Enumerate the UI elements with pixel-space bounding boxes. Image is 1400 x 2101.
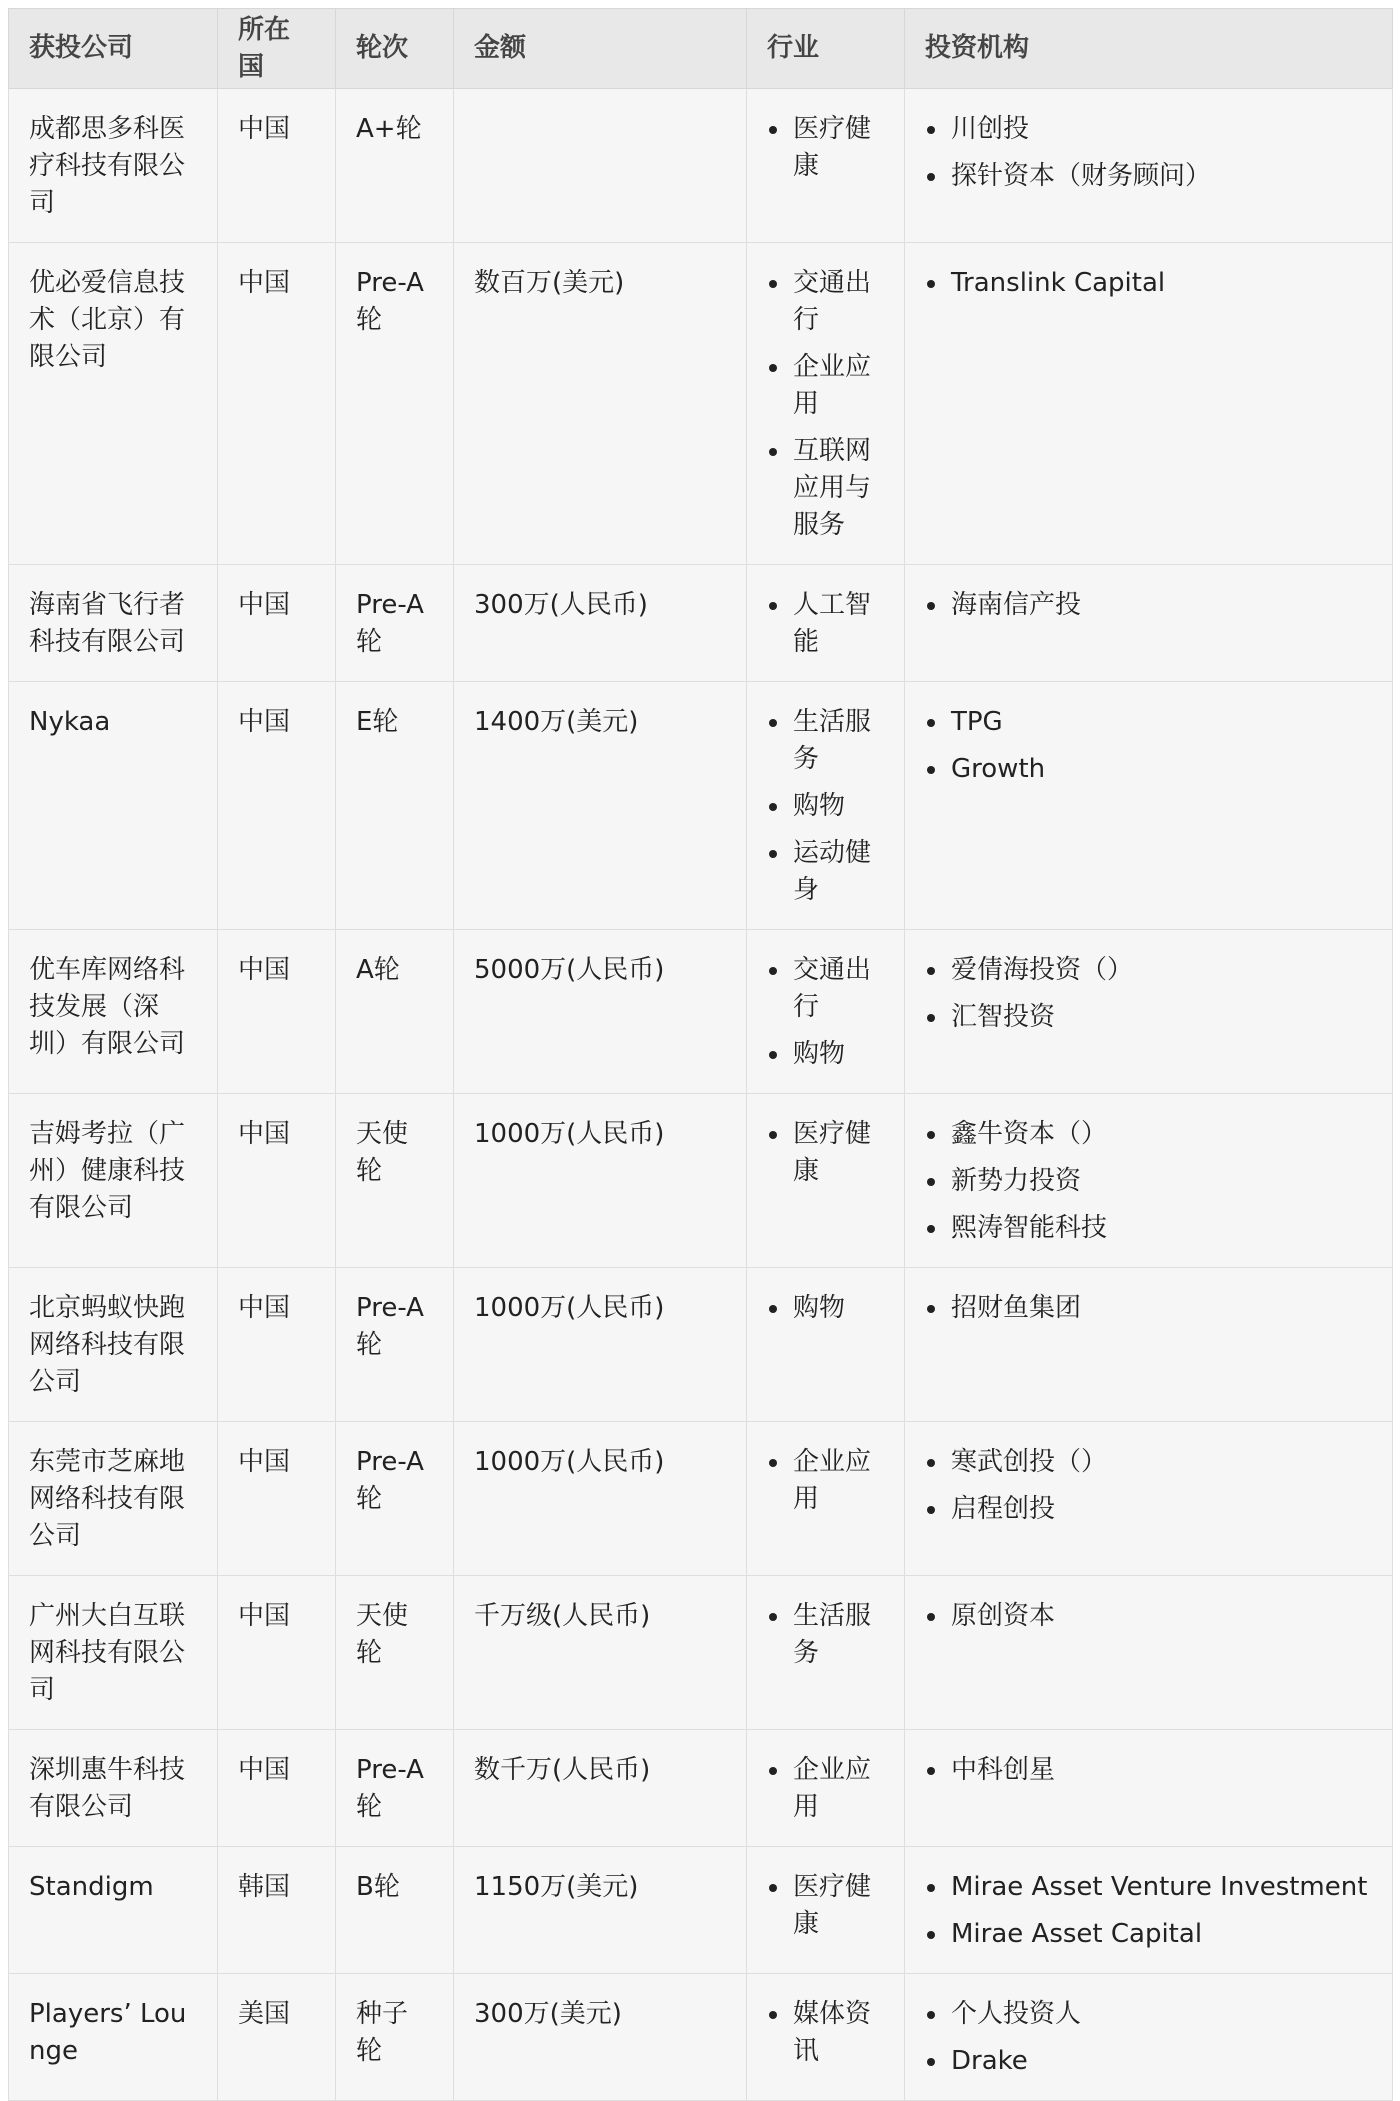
industry-list [767, 1996, 884, 2070]
investor-item: 原创资本 [925, 1598, 1372, 1635]
industry-list [767, 1444, 884, 1518]
company-cell: Standigm [9, 1847, 218, 1974]
industry-cell [747, 1576, 905, 1730]
industry-list [767, 704, 884, 909]
investor-list [925, 265, 1372, 302]
industry-list [767, 1116, 884, 1190]
header-company: 获投公司 [9, 9, 218, 89]
industry-list [767, 1290, 884, 1327]
investor-item: 中科创星 [925, 1752, 1372, 1789]
amount-cell: 5000万(人民币) [454, 930, 747, 1094]
investor-item: 新势力投资 [925, 1163, 1372, 1200]
industry-item: 生活服务 [767, 704, 884, 778]
industry-list [767, 952, 884, 1073]
header-industry: 行业 [747, 9, 905, 89]
investor-item: 探针资本（财务顾问） [925, 158, 1372, 195]
amount-cell: 1000万(人民币) [454, 1094, 747, 1268]
amount-cell: 1400万(美元) [454, 682, 747, 930]
round-cell: B轮 [336, 1847, 454, 1974]
industry-item: 企业应用 [767, 1444, 884, 1518]
investor-list [925, 1290, 1372, 1327]
table-row [9, 930, 1393, 1094]
industry-item: 医疗健康 [767, 1869, 884, 1943]
investor-item: 爱倩海投资（） [925, 952, 1372, 989]
country-cell: 中国 [218, 1576, 336, 1730]
industry-item: 购物 [767, 1036, 884, 1073]
investor-list [925, 1444, 1372, 1528]
investors-cell [905, 930, 1393, 1094]
investor-item: 鑫牛资本（） [925, 1116, 1372, 1153]
industry-item: 媒体资讯 [767, 1996, 884, 2070]
table-row [9, 89, 1393, 243]
investors-cell [905, 1094, 1393, 1268]
investor-list [925, 1996, 1372, 2080]
investor-list [925, 587, 1372, 624]
investor-item: 个人投资人 [925, 1996, 1372, 2033]
table-row [9, 1730, 1393, 1847]
table-row [9, 565, 1393, 682]
investor-list [925, 1752, 1372, 1789]
round-cell: Pre-A轮 [336, 1422, 454, 1576]
header-amount: 金额 [454, 9, 747, 89]
investors-cell [905, 1974, 1393, 2101]
industry-item: 交通出行 [767, 265, 884, 339]
round-cell: A轮 [336, 930, 454, 1094]
country-cell: 韩国 [218, 1847, 336, 1974]
industry-list [767, 111, 884, 185]
company-cell: Players’ Lounge [9, 1974, 218, 2101]
investor-list [925, 1116, 1372, 1247]
investors-cell [905, 243, 1393, 565]
industry-item: 购物 [767, 1290, 884, 1327]
investors-cell [905, 89, 1393, 243]
industry-cell [747, 1847, 905, 1974]
investors-cell [905, 1730, 1393, 1847]
investor-item: 寒武创投（） [925, 1444, 1372, 1481]
country-cell: 中国 [218, 930, 336, 1094]
table-body [9, 89, 1393, 2101]
company-cell: 优车库网络科技发展（深圳）有限公司 [9, 930, 218, 1094]
company-cell: 成都思多科医疗科技有限公司 [9, 89, 218, 243]
round-cell: Pre-A轮 [336, 243, 454, 565]
industry-cell [747, 243, 905, 565]
company-cell: 海南省飞行者科技有限公司 [9, 565, 218, 682]
investors-cell [905, 1576, 1393, 1730]
industry-cell [747, 1974, 905, 2101]
investor-item: Growth [925, 751, 1372, 788]
company-cell: 吉姆考拉（广州）健康科技有限公司 [9, 1094, 218, 1268]
amount-cell: 1150万(美元) [454, 1847, 747, 1974]
industry-item: 企业应用 [767, 1752, 884, 1826]
investor-item: 熙涛智能科技 [925, 1210, 1372, 1247]
industry-list [767, 1869, 884, 1943]
country-cell: 中国 [218, 682, 336, 930]
table-row [9, 1974, 1393, 2101]
table-row [9, 1576, 1393, 1730]
country-cell: 中国 [218, 1268, 336, 1422]
round-cell: Pre-A轮 [336, 565, 454, 682]
country-cell: 中国 [218, 1730, 336, 1847]
investors-cell [905, 1268, 1393, 1422]
company-cell: Nykaa [9, 682, 218, 930]
investor-list [925, 1869, 1372, 1953]
investors-cell [905, 1422, 1393, 1576]
industry-cell [747, 682, 905, 930]
investor-item: 海南信产投 [925, 587, 1372, 624]
industry-cell [747, 1268, 905, 1422]
industry-item: 人工智能 [767, 587, 884, 661]
investor-item: TPG [925, 704, 1372, 741]
industry-item: 企业应用 [767, 349, 884, 423]
industry-item: 互联网应用与服务 [767, 433, 884, 544]
industry-item: 医疗健康 [767, 1116, 884, 1190]
industry-list [767, 1598, 884, 1672]
amount-cell: 1000万(人民币) [454, 1422, 747, 1576]
industry-item: 交通出行 [767, 952, 884, 1026]
industry-item: 医疗健康 [767, 111, 884, 185]
investment-table-container [8, 8, 1392, 2101]
table-row [9, 682, 1393, 930]
amount-cell: 数百万(美元) [454, 243, 747, 565]
table-row [9, 1422, 1393, 1576]
round-cell: 天使轮 [336, 1094, 454, 1268]
country-cell: 中国 [218, 243, 336, 565]
round-cell: Pre-A轮 [336, 1268, 454, 1422]
header-row [9, 9, 1393, 89]
investor-item: Drake [925, 2043, 1372, 2080]
round-cell: E轮 [336, 682, 454, 930]
industry-cell [747, 930, 905, 1094]
amount-cell: 千万级(人民币) [454, 1576, 747, 1730]
amount-cell: 数千万(人民币) [454, 1730, 747, 1847]
industry-item: 生活服务 [767, 1598, 884, 1672]
header-round: 轮次 [336, 9, 454, 89]
company-cell: 深圳惠牛科技有限公司 [9, 1730, 218, 1847]
investor-item: 川创投 [925, 111, 1372, 148]
investor-list [925, 1598, 1372, 1635]
industry-item: 购物 [767, 788, 884, 825]
industry-cell [747, 1730, 905, 1847]
round-cell: 种子轮 [336, 1974, 454, 2101]
industry-cell [747, 1094, 905, 1268]
country-cell: 中国 [218, 89, 336, 243]
industry-list [767, 265, 884, 544]
investor-list [925, 111, 1372, 195]
investment-table [8, 8, 1393, 2101]
header-investors: 投资机构 [905, 9, 1393, 89]
round-cell: Pre-A轮 [336, 1730, 454, 1847]
company-cell: 优必爱信息技术（北京）有限公司 [9, 243, 218, 565]
investor-item: Mirae Asset Capital [925, 1916, 1372, 1953]
investor-item: 招财鱼集团 [925, 1290, 1372, 1327]
table-row [9, 243, 1393, 565]
amount-cell: 300万(人民币) [454, 565, 747, 682]
investor-item: 汇智投资 [925, 999, 1372, 1036]
company-cell: 广州大白互联网科技有限公司 [9, 1576, 218, 1730]
country-cell: 中国 [218, 565, 336, 682]
round-cell: A+轮 [336, 89, 454, 243]
country-cell: 美国 [218, 1974, 336, 2101]
table-row [9, 1847, 1393, 1974]
amount-cell: 1000万(人民币) [454, 1268, 747, 1422]
amount-cell [454, 89, 747, 243]
industry-item: 运动健身 [767, 835, 884, 909]
industry-list [767, 1752, 884, 1826]
investor-list [925, 704, 1372, 788]
table-row [9, 1268, 1393, 1422]
amount-cell: 300万(美元) [454, 1974, 747, 2101]
company-cell: 东莞市芝麻地网络科技有限公司 [9, 1422, 218, 1576]
header-country: 所在国 [218, 9, 336, 89]
investors-cell [905, 1847, 1393, 1974]
country-cell: 中国 [218, 1422, 336, 1576]
country-cell: 中国 [218, 1094, 336, 1268]
industry-cell [747, 89, 905, 243]
investors-cell [905, 565, 1393, 682]
investors-cell [905, 682, 1393, 930]
industry-cell [747, 565, 905, 682]
table-row [9, 1094, 1393, 1268]
investor-item: 启程创投 [925, 1491, 1372, 1528]
investor-item: Translink Capital [925, 265, 1372, 302]
company-cell: 北京蚂蚁快跑网络科技有限公司 [9, 1268, 218, 1422]
round-cell: 天使轮 [336, 1576, 454, 1730]
industry-cell [747, 1422, 905, 1576]
investor-item: Mirae Asset Venture Investment [925, 1869, 1372, 1906]
industry-list [767, 587, 884, 661]
investor-list [925, 952, 1372, 1036]
